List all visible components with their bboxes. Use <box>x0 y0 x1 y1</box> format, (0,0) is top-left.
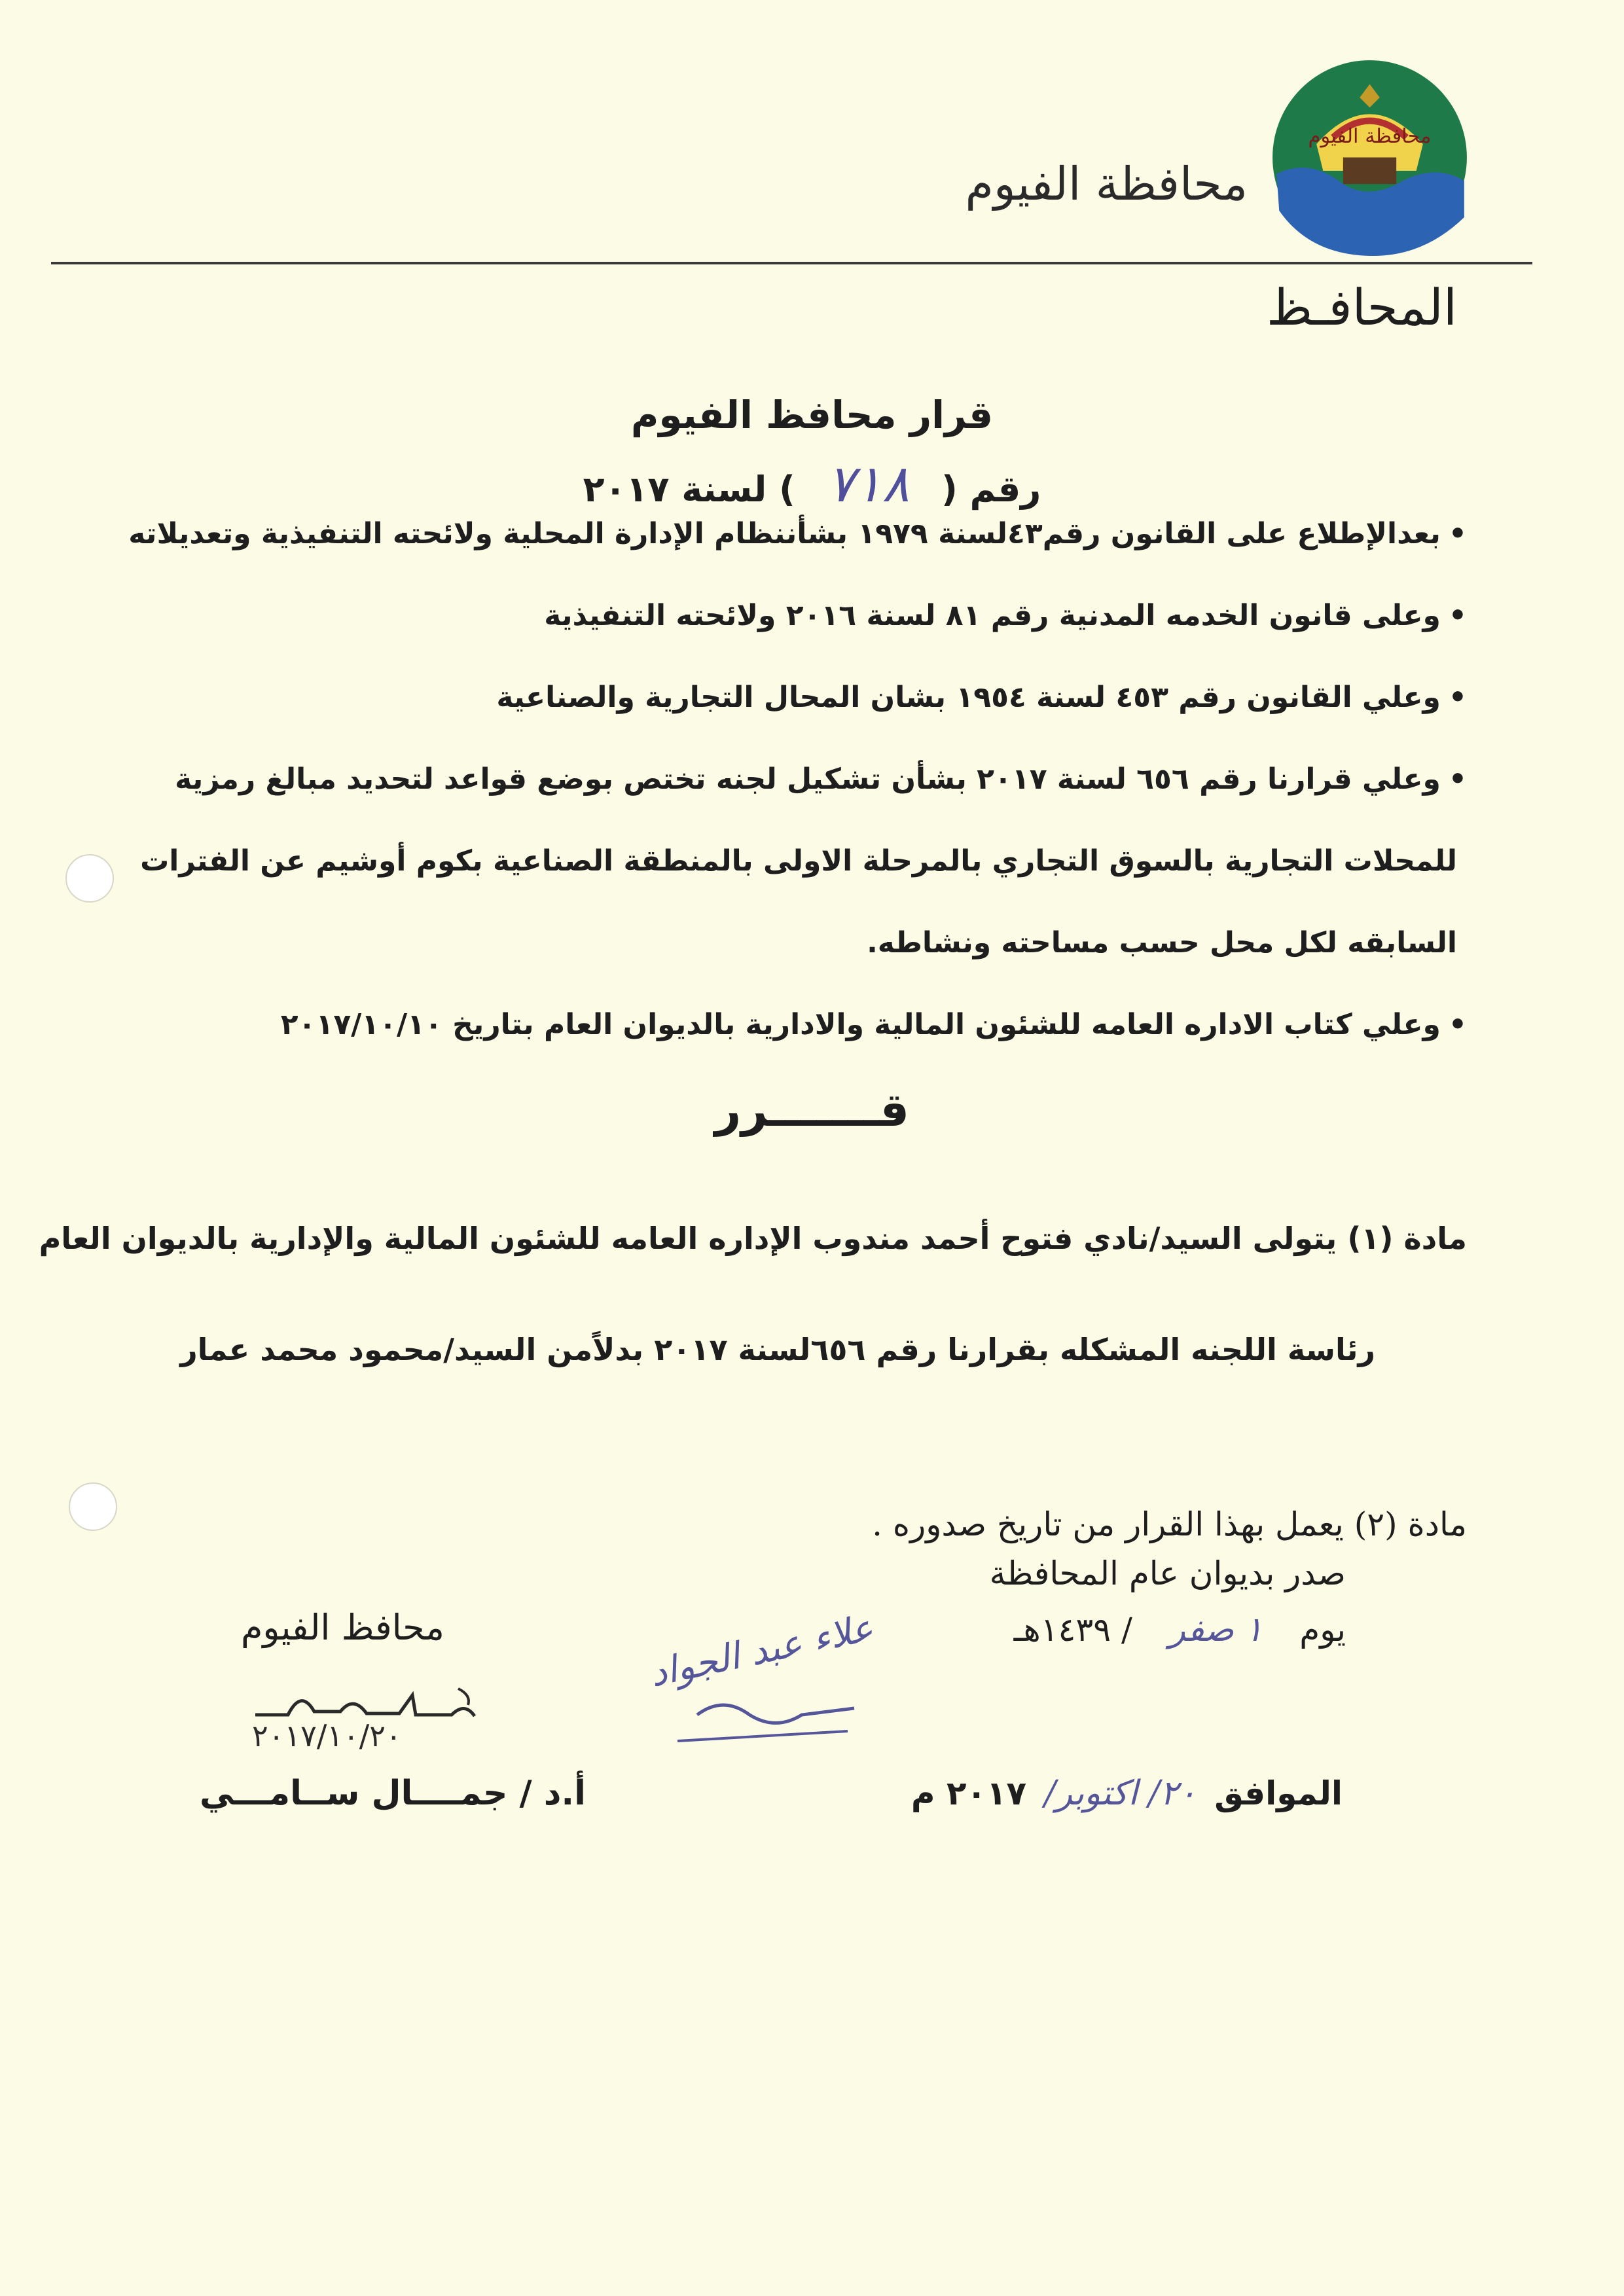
preamble-item: •وعلي القانون رقم ٤٥٣ لسنة ١٩٥٤ بشان المحال التجارية والصناعية <box>496 681 1467 714</box>
header-divider <box>51 262 1532 264</box>
day-label: يوم <box>1299 1611 1346 1649</box>
signature-date: ٢٠١٧/١٠/٢٠ <box>252 1718 402 1753</box>
preamble-item-continuation: السابقه لكل محل حسب مساحته ونشاطه. <box>867 926 1457 960</box>
initials-handwritten: علاء عبد الجواد <box>646 1606 877 1696</box>
preamble-item: •وعلى قانون الخدمه المدنية رقم ٨١ لسنة ٢٠١٦ ولائحته التنفيذية <box>544 599 1467 632</box>
decision-title: قرار محافظ الفيوم <box>630 393 994 437</box>
issued-at: صدر بديوان عام المحافظة <box>989 1554 1346 1592</box>
hijri-day-handwritten: ١ صفر <box>1168 1610 1263 1649</box>
hijri-date-line <box>1014 1610 1346 1649</box>
gregorian-date-line <box>911 1774 1343 1813</box>
article-1-continuation: رئاسة اللجنه المشكله بقرارنا رقم ٦٥٦لسنة ٢٠١٧ بدلاًمن السيد/محمود محمد عمار <box>180 1332 1375 1367</box>
preamble-item: •وعلي قرارنا رقم ٦٥٦ لسنة ٢٠١٧ بشأن تشكيل لجنه تختص بوضع قواعد لتحديد مبالغ رمزية <box>175 762 1467 796</box>
governor-office-heading: المحافـظ <box>1266 278 1457 336</box>
decision-year-suffix: ) لسنة ٢٠١٧ <box>583 469 795 510</box>
signatory-title: محافظ الفيوم <box>241 1607 444 1648</box>
decision-number-prefix: رقم ( <box>941 469 1041 510</box>
corresponding-label: الموافق <box>1214 1774 1343 1812</box>
seal-text: محافظة الفيوم <box>1308 125 1432 149</box>
signatory-name: أ.د / جمــــال ســامـــي <box>200 1774 586 1813</box>
governorate-name: محافظة الفيوم <box>965 157 1248 211</box>
article-2: مادة (٢) يعمل بهذا القرار من تاريخ صدوره . <box>872 1505 1467 1543</box>
gregorian-date-handwritten: ٢٠/ اكتوبر/ <box>1044 1774 1197 1813</box>
preamble-item: •وعلي كتاب الاداره العامه للشئون المالية والادارية بالديوان العام بتاريخ ٢٠١٧/١٠/١٠ <box>280 1008 1467 1041</box>
punch-hole <box>69 1482 117 1531</box>
decides-heading: قـــــــرر <box>714 1083 910 1137</box>
hijri-year: / ١٤٣٩هـ <box>1013 1611 1132 1649</box>
preamble-item-continuation: للمحلات التجارية بالسوق التجاري بالمرحلة الاولى بالمنطقة الصناعية بكوم أوشيم عن الفترات <box>140 844 1457 878</box>
gregorian-year: ٢٠١٧ م <box>911 1774 1027 1812</box>
preamble-item: •بعدالإطلاع على القانون رقم٤٣لسنة ١٩٧٩ بشأننظام الإدارة المحلية ولائحته التنفيذية وتعديلاته <box>128 517 1467 550</box>
punch-hole <box>65 854 114 903</box>
decision-number-line <box>0 455 1624 514</box>
article-1: مادة (١) يتولى السيد/نادي فتوح أحمد مندوب الإداره العامه للشئون المالية والإدارية بالديوان العام <box>39 1221 1467 1256</box>
decision-number-handwritten: ٧١٨ <box>827 455 910 514</box>
governorate-seal-icon <box>1270 58 1470 257</box>
